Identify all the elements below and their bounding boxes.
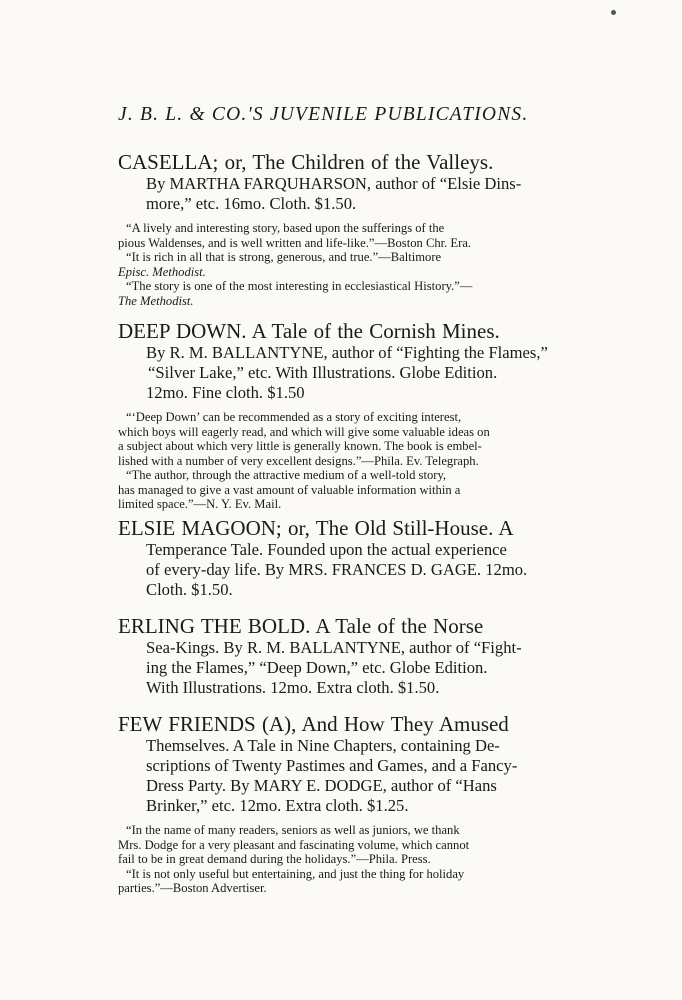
description-line: ing the Flames,” “Deep Down,” etc. Globe Edition. [146,658,488,677]
review-line: “It is not only useful but entertaining, and just the thing for holiday [126,866,465,881]
book-description [146,174,583,214]
description-line: Themselves. A Tale in Nine Chapters, containing De- [146,736,500,755]
press-notices [118,410,583,512]
review-line: The Methodist. [118,293,194,308]
book-entry-elsie-magoon [118,516,583,600]
description-line: By MARTHA FARQUHARSON, author of “Elsie Dins- [146,174,522,193]
press-notices [118,823,583,896]
book-title: CASELLA; or, The Children of the Valleys. [118,150,494,174]
description-line: Temperance Tale. Founded upon the actual experience [146,540,507,559]
description-line: scriptions of Twenty Pastimes and Games, and a Fancy- [146,756,518,775]
book-title: ELSIE MAGOON; or, The Old Still-House. A [118,516,514,540]
description-line: Cloth. $1.50. [146,580,233,599]
book-title: DEEP DOWN. A Tale of the Cornish Mines. [118,319,500,343]
book-entry-few-friends [118,712,583,896]
book-description [146,540,583,600]
review-line: “In the name of many readers, seniors as well as juniors, we thank [126,823,460,837]
review-line: fail to be in great demand during the holidays.”—Phila. Press. [118,852,431,866]
book-description [146,343,583,403]
review-line: has managed to give a vast amount of valuable information within a [118,482,461,497]
review-line: limited space.”—N. Y. Ev. Mail. [118,497,282,511]
ink-dot [611,10,616,15]
review-line: a subject about which very little is generally known. The book is embel- [118,439,482,453]
description-line: Sea-Kings. By R. M. BALLANTYNE, author of “Fight- [146,638,522,657]
review-line: “The author, through the attractive medium of a well-told story, [126,468,447,482]
book-description [146,638,583,698]
book-description [146,736,583,816]
running-head: J. B. L. & CO.'S JUVENILE PUBLICATIONS. [118,104,529,125]
description-line: Dress Party. By MARY E. DODGE, author of “Hans [146,776,497,795]
description-line: more,” etc. 16mo. Cloth. $1.50. [146,194,357,213]
review-line: “The story is one of the most interesting in ecclesiastical History.”— [126,279,473,293]
press-notices [118,221,583,308]
review-line: “A lively and interesting story, based upon the sufferings of the [126,221,445,235]
review-line: pious Waldenses, and is well written and life-like.”—Boston Chr. Era. [118,235,472,250]
description-line: By R. M. BALLANTYNE, author of “Fighting the Flames,” [146,343,548,362]
description-line: 12mo. Fine cloth. $1.50 [146,383,305,402]
review-line: “‘Deep Down’ can be recommended as a story of exciting interest, [126,410,462,424]
review-line: “It is rich in all that is strong, generous, and true.”—Baltimore [126,250,442,264]
description-line: Brinker,” etc. 12mo. Extra cloth. $1.25. [146,796,409,815]
review-line: parties.”—Boston Advertiser. [118,881,267,895]
description-line: of every-day life. By MRS. FRANCES D. GAGE. 12mo. [146,560,528,579]
description-line: With Illustrations. 12mo. Extra cloth. $1.50. [146,678,440,697]
review-line: Mrs. Dodge for a very pleasant and fascinating volume, which cannot [118,837,470,852]
book-entry-erling-the-bold [118,614,583,698]
book-entry-deep-down [118,319,583,512]
review-line: lished with a number of very excellent designs.”—Phila. Ev. Telegraph. [118,453,479,468]
book-entry-casella [118,150,583,308]
review-line: Episc. Methodist. [118,264,206,279]
book-title: ERLING THE BOLD. A Tale of the Norse [118,614,484,638]
book-title: FEW FRIENDS (A), And How They Amused [118,712,509,736]
review-line: which boys will eagerly read, and which will give some valuable ideas on [118,424,490,439]
description-line: “Silver Lake,” etc. With Illustrations. Globe Edition. [148,363,498,382]
